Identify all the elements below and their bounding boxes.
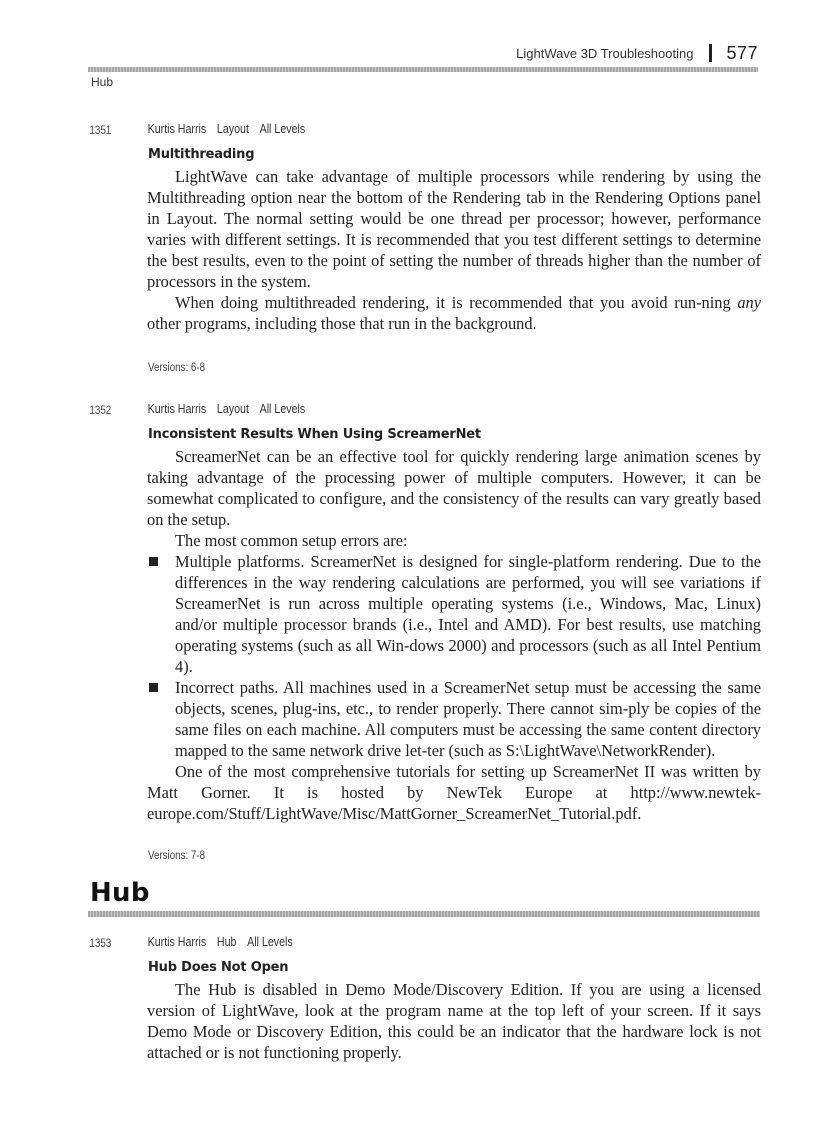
tip-paragraph: ScreamerNet can be an effective tool for quickly rendering large animation scenes by taking advantage of the processing power of multiple computers. However, it can be somewhat complicated to configure, and the consistency of the results can vary greatly based on the setup. [147,447,761,529]
entry-category: Hub [216,934,237,949]
tip-title: Hub Does Not Open [148,960,289,975]
entry-category: Layout [216,121,249,136]
entry-author: Kurtis Harris [147,401,207,416]
entry-level: All Levels [247,934,293,949]
tip-paragraph: LightWave can take advantage of multiple processors while rendering by using the Multithreading option near the bottom of the Rendering tab in the Rendering Options panel in Layout. The normal setting would be one thread per processor; however, performance varies with different settings. It is recommended that you test different settings to determine the best results, even to the point of setting the number of threads higher than the number of processors in the system. [147,167,761,291]
tip-paragraph: When doing multithreaded rendering, it is recommended that you avoid run-ning any other programs, including those that run in the background. [147,293,761,333]
entry-category: Layout [216,401,249,416]
tip-paragraph: The Hub is disabled in Demo Mode/Discovery Edition. If you are using a licensed version of LightWave, look at the program name at the top left of your screen. If it says Demo Mode or Discovery Edition, this could be an indicator that the hardware lock is not attached or is not functioning properly. [147,980,761,1062]
entry-meta-line [148,401,316,416]
section-heading: Hub [90,878,150,908]
tip-paragraph: The most common setup errors are: [175,531,408,550]
versions-note: Versions: 6-8 [148,362,206,374]
entry-level: All Levels [259,121,306,136]
bullet-icon [149,557,158,566]
entry-level: All Levels [259,401,306,416]
page-number: 577 [726,42,758,63]
bullet-list [147,551,761,761]
running-head [516,42,758,64]
tip-title: Inconsistent Results When Using ScreamerNet [148,427,481,442]
header-rule [88,67,758,72]
emphasis: any [737,293,761,312]
entry-meta-line [148,934,304,949]
list-item: Incorrect paths. All machines used in a ScreamerNet setup must be accessing the same objects, scenes, plug-ins, etc., to render properly. There cannot sim-ply be copies of the same files on each machine. All computers must be accessing the same content directory mapped to the same network drive let-ter (such as S:\LightWave\NetworkRender). [147,677,761,761]
entry-number: 1352 [89,403,112,417]
section-rule [88,911,760,917]
entry-meta-line [148,121,316,136]
list-item: Multiple platforms. ScreamerNet is designed for single-platform rendering. Due to the differences in the way rendering calculations are performed, you will see variations if ScreamerNet is run across multiple operating systems (i.e., Windows, Mac, Linux) and/or multiple processor brands (i.e., Intel and AMD). For best results, use matching operating systems (such as all Win-dows 2000) and processors (such as all Intel Pentium 4). [147,551,761,677]
entry-author: Kurtis Harris [147,934,207,949]
section-marker: Hub [91,75,114,89]
tip-body [147,166,761,334]
entry-number: 1353 [89,936,112,950]
entry-number: 1351 [89,123,112,137]
tip-title: Multithreading [148,147,255,162]
header-divider [709,44,712,62]
tip-body [147,979,761,1063]
tip-paragraph: One of the most comprehensive tutorials for setting up ScreamerNet II was written by Matt Gorner. It is hosted by NewTek Europe at http://www.newtek-europe.com/Stuff/LightWave/Misc/MattGorner_ScreamerNet_Tutorial.pdf. [147,762,761,823]
entry-author: Kurtis Harris [147,121,207,136]
tip-body [147,446,761,824]
versions-note: Versions: 7-8 [148,850,206,862]
bullet-icon [149,683,158,692]
book-title: LightWave 3D Troubleshooting [516,45,694,61]
